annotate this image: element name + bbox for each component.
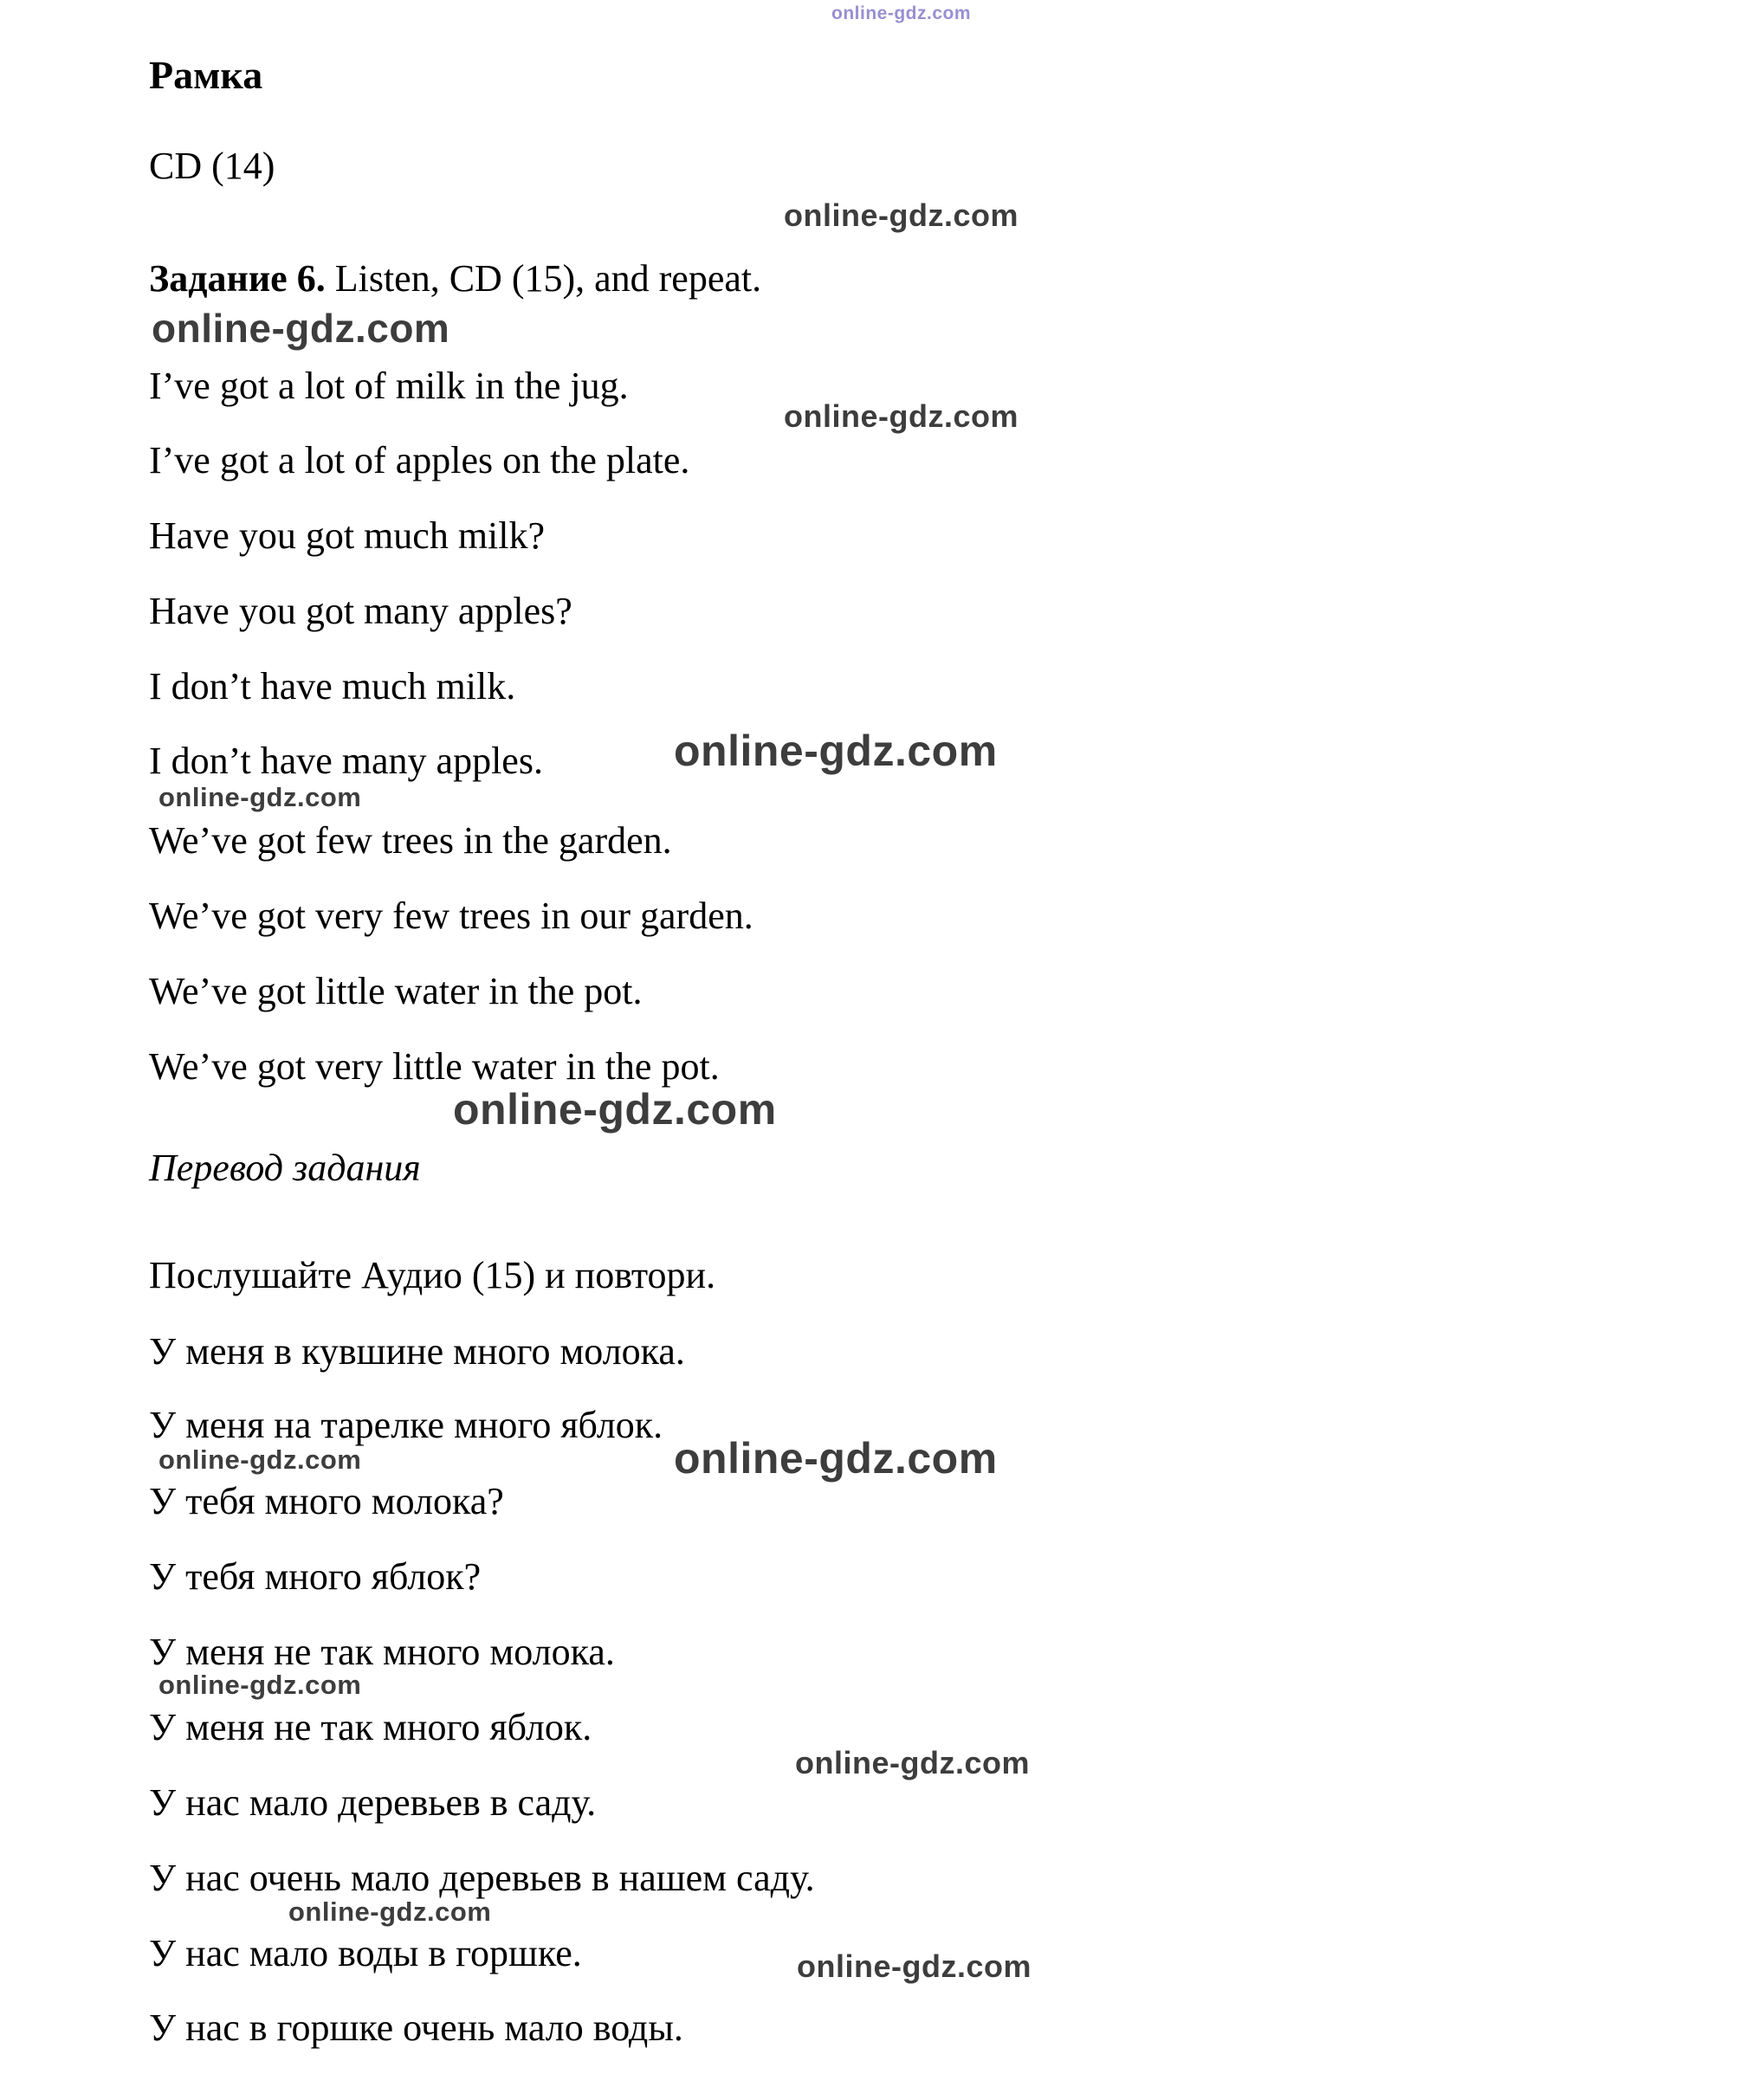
- task-instruction: Listen, CD (15), and repeat.: [325, 257, 762, 300]
- watermark: online-gdz.com: [831, 3, 971, 23]
- english-line: I don’t have much milk.: [149, 665, 516, 708]
- russian-line: У меня не так много молока.: [149, 1631, 615, 1673]
- watermark: online-gdz.com: [158, 1670, 362, 1700]
- russian-line: У тебя много яблок?: [149, 1555, 482, 1598]
- watermark: online-gdz.com: [784, 197, 1019, 233]
- english-line: I’ve got a lot of milk in the jug.: [149, 365, 629, 407]
- english-line: I’ve got a lot of apples on the plate.: [149, 439, 690, 481]
- frame-label: Рамка: [149, 53, 263, 97]
- watermark: online-gdz.com: [784, 398, 1019, 434]
- watermark: online-gdz.com: [158, 782, 362, 812]
- cd-label: CD (14): [149, 145, 275, 187]
- russian-line: У тебя много молока?: [149, 1480, 504, 1522]
- russian-line: У нас очень мало деревьев в нашем саду.: [149, 1857, 815, 1899]
- english-line: We’ve got very few trees in our garden.: [149, 895, 753, 937]
- translation-heading: Перевод задания: [149, 1147, 421, 1189]
- watermark: online-gdz.com: [158, 1444, 362, 1475]
- russian-line: У меня в кувшине много молока.: [149, 1330, 685, 1373]
- english-line: Have you got many apples?: [149, 590, 572, 632]
- russian-line: У меня не так много яблок.: [149, 1706, 592, 1748]
- watermark: online-gdz.com: [288, 1896, 492, 1927]
- russian-line: У нас в горшке очень мало воды.: [149, 2006, 683, 2049]
- english-line: We’ve got few trees in the garden.: [149, 819, 672, 862]
- russian-line: У нас мало воды в горшке.: [149, 1932, 582, 1974]
- task-number: Задание 6.: [149, 257, 326, 300]
- english-line: We’ve got little water in the pot.: [149, 970, 643, 1012]
- english-line: I don’t have many apples.: [149, 740, 543, 782]
- russian-line: У нас мало деревьев в саду.: [149, 1781, 597, 1824]
- english-line: We’ve got very little water in the pot.: [149, 1045, 720, 1088]
- watermark: online-gdz.com: [152, 306, 450, 351]
- watermark: online-gdz.com: [453, 1085, 777, 1134]
- task-heading: [149, 258, 761, 300]
- watermark: online-gdz.com: [674, 1434, 998, 1483]
- watermark: online-gdz.com: [795, 1745, 1030, 1780]
- watermark: online-gdz.com: [674, 727, 998, 775]
- watermark: online-gdz.com: [797, 1948, 1031, 1984]
- english-line: Have you got much milk?: [149, 514, 546, 557]
- russian-line: Послушайте Аудио (15) и повтори.: [149, 1254, 716, 1296]
- russian-line: У меня на тарелке много яблок.: [149, 1404, 663, 1446]
